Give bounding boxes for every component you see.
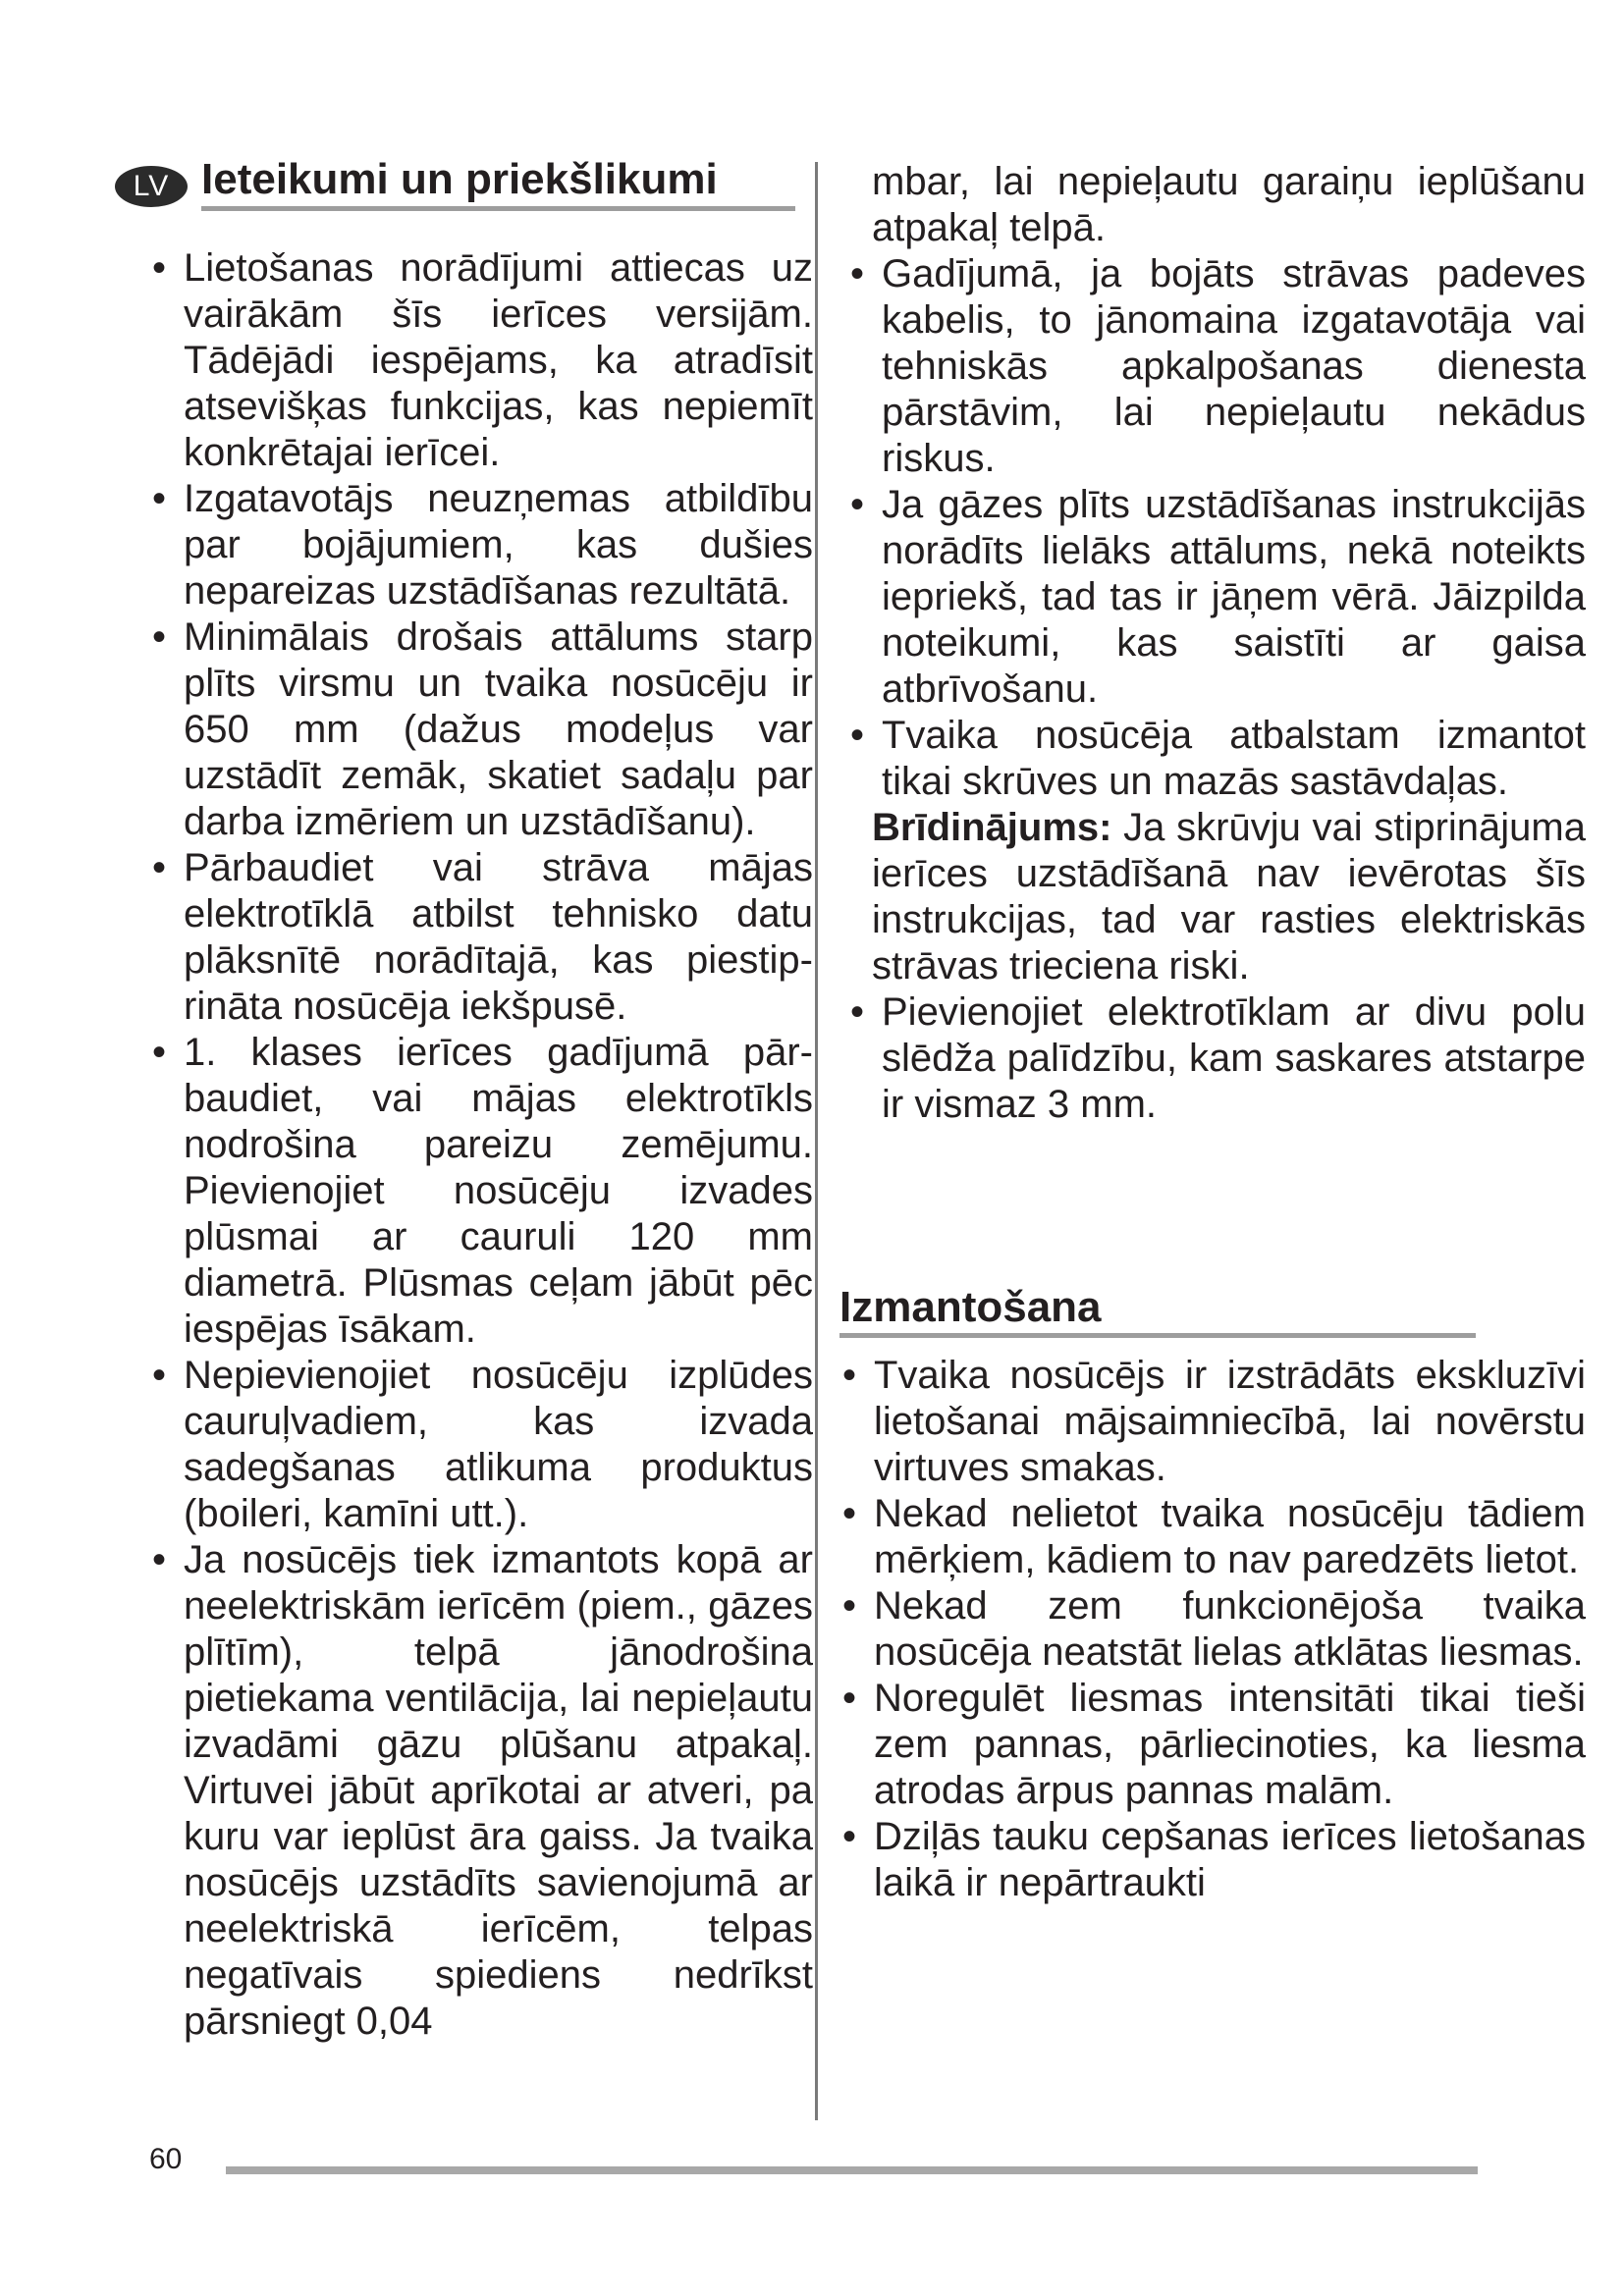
list-item-text: Ja nosūcējs tiek izmantots kopā ar neelektriskām ierīcēm (piem., gāzes plītīm), telpā jānodrošina pietiekama ventilācija, lai nepieļautu izvadāmi gāzu plūšanu atpakaļ. Virtuvei jābūt aprīkotai ar atveri, pa kuru var ieplūst āra gaiss. Ja tvaika nosūcējs uzstādīts savienojumā ar neelektriskā ierīcēm, telpas negatīvais spiediens nedrīkst pārsniegt 0,04 <box>184 1538 813 2043</box>
list-item-text: Gadījumā, ja bojāts strāvas padeves kabelis, to jānomaina izgatavotāja vai tehniskās apkalpošanas dienesta pārstāvim, lai nepieļautu nekādus riskus. <box>882 252 1586 480</box>
list-item <box>847 989 1586 1128</box>
bullet-icon: • <box>842 1492 857 1535</box>
bullet-icon: • <box>152 615 167 659</box>
list-item <box>149 845 813 1030</box>
bullet-icon: • <box>850 483 865 526</box>
list-item <box>149 1030 813 1353</box>
list-item <box>149 476 813 614</box>
bullet-icon: • <box>850 990 865 1034</box>
bullet-icon: • <box>152 1031 167 1074</box>
bullet-icon: • <box>842 1815 857 1858</box>
bullet-icon: • <box>152 246 167 290</box>
list-item <box>847 482 1586 713</box>
list-item-text: Pārbaudiet vai strāva mājas elektrotīklā atbilst tehnisko datu plāksnītē norādītajā, kas piestiprināta nosūcēja iekšpusē. <box>184 846 813 1028</box>
page-title: Ieteikumi un priekšlikumi <box>201 155 718 203</box>
section-title-usage: Izmantošana <box>839 1283 1102 1331</box>
warning-paragraph <box>847 805 1586 989</box>
right-column-top <box>847 159 1586 1128</box>
list-item-text: Noregulēt liesmas intensitāti tikai tieši zem pannas, pārliecinoties, ka liesma atrodas ārpus pannas malām. <box>874 1677 1586 1812</box>
bullet-icon: • <box>850 714 865 757</box>
language-badge: LV <box>115 166 188 207</box>
warning-label: Brīdinājums: <box>872 806 1112 849</box>
bullet-icon: • <box>842 1584 857 1628</box>
bullet-icon: • <box>152 1538 167 1581</box>
list-item-text: Izgatavotājs neuzņemas atbildību par bojājumiem, kas dušies nepareizas uzstādīšanas rezultātā. <box>184 477 813 613</box>
list-item <box>839 1583 1586 1676</box>
list-item <box>847 251 1586 482</box>
list-item-text: 1. klases ierīces gadījumā pārbaudiet, vai mājas elektrotīkls nodrošina pareizu zemējumu. Pievienojiet nosūcēju izvades plūsmai ar cauruli 120 mm diametrā. Plūsmas ceļam jābūt pēc iespējas īsākam. <box>184 1031 813 1351</box>
list-item-text: Dziļās tauku cepšanas ierīces lietošanas laikā ir nepārtraukti <box>874 1815 1586 1904</box>
list-item-text: Tvaika nosūcēja atbalstam izmantot tikai skrūves un mazās sastāvdaļas. <box>882 714 1586 803</box>
footer-rule <box>226 2166 1478 2174</box>
column-divider <box>815 162 818 2120</box>
left-column <box>149 245 813 2045</box>
section-underline <box>839 1333 1476 1338</box>
list-item-text: Nepievienojiet nosūcēju izplūdes cauruļvadiem, kas izvada sadegšanas atlikuma produktus (boileri, kamīni utt.). <box>184 1354 813 1535</box>
list-item-text: Nekad nelietot tvaika nosūcēju tādiem mērķiem, kādiem to nav paredzēts lietot. <box>874 1492 1586 1581</box>
list-item <box>839 1814 1586 1906</box>
list-item <box>847 713 1586 805</box>
bullet-icon: • <box>842 1354 857 1397</box>
list-item <box>149 1537 813 2045</box>
list-item-text: Nekad zem funkcionējoša tvaika nosūcēja neatstāt lielas atklātas liesmas. <box>874 1584 1586 1674</box>
list-item <box>149 1353 813 1537</box>
continued-text: mbar, lai nepieļautu garaiņu ieplūšanu atpakaļ telpā. <box>872 160 1586 249</box>
list-item <box>839 1491 1586 1583</box>
bullet-icon: • <box>152 477 167 520</box>
bullet-icon: • <box>842 1677 857 1720</box>
list-item <box>149 614 813 845</box>
list-item <box>839 1353 1586 1491</box>
usage-column <box>839 1353 1586 1906</box>
list-item-text: Ja gāzes plīts uzstādīšanas instrukcijās norādīts lielāks attālums, nekā noteikts iepriekš, tad tas ir jāņem vērā. Jāizpilda noteikumi, kas saistīti ar gaisa atbrīvošanu. <box>882 483 1586 711</box>
title-underline <box>201 206 795 211</box>
list-item-text: Tvaika nosūcējs ir izstrādāts ekskluzīvi lietošanai mājsaimniecībā, lai novērstu virtuves smakas. <box>874 1354 1586 1489</box>
warning-text: Ja skrūvju vai stiprinājuma ierīces uzstādīšanā nav ievērotas šīs instrukcijas, tad var rasties elektriskās strāvas trieciena riski. <box>872 806 1586 988</box>
page-number: 60 <box>149 2143 183 2175</box>
bullet-icon: • <box>850 252 865 295</box>
list-item <box>149 245 813 476</box>
list-item-text: Pievienojiet elektrotīklam ar divu polu slēdža palīdzību, kam saskares atstarpe ir vismaz 3 mm. <box>882 990 1586 1126</box>
bullet-icon: • <box>152 846 167 889</box>
list-item <box>839 1676 1586 1814</box>
list-item-text: Lietošanas norādījumi attiecas uz vairākām šīs ierīces versijām. Tādējādi iespējams, ka atradīsit atsevišķas funkcijas, kas nepiemīt konkrētajai ierīcei. <box>184 246 813 474</box>
list-item-text: Minimālais drošais attālums starp plīts virsmu un tvaika nosūcēju ir 650 mm (dažus modeļus var uzstādīt zemāk, skatiet sadaļu par darba izmēriem un uzstādīšanu). <box>184 615 813 843</box>
bullet-icon: • <box>152 1354 167 1397</box>
